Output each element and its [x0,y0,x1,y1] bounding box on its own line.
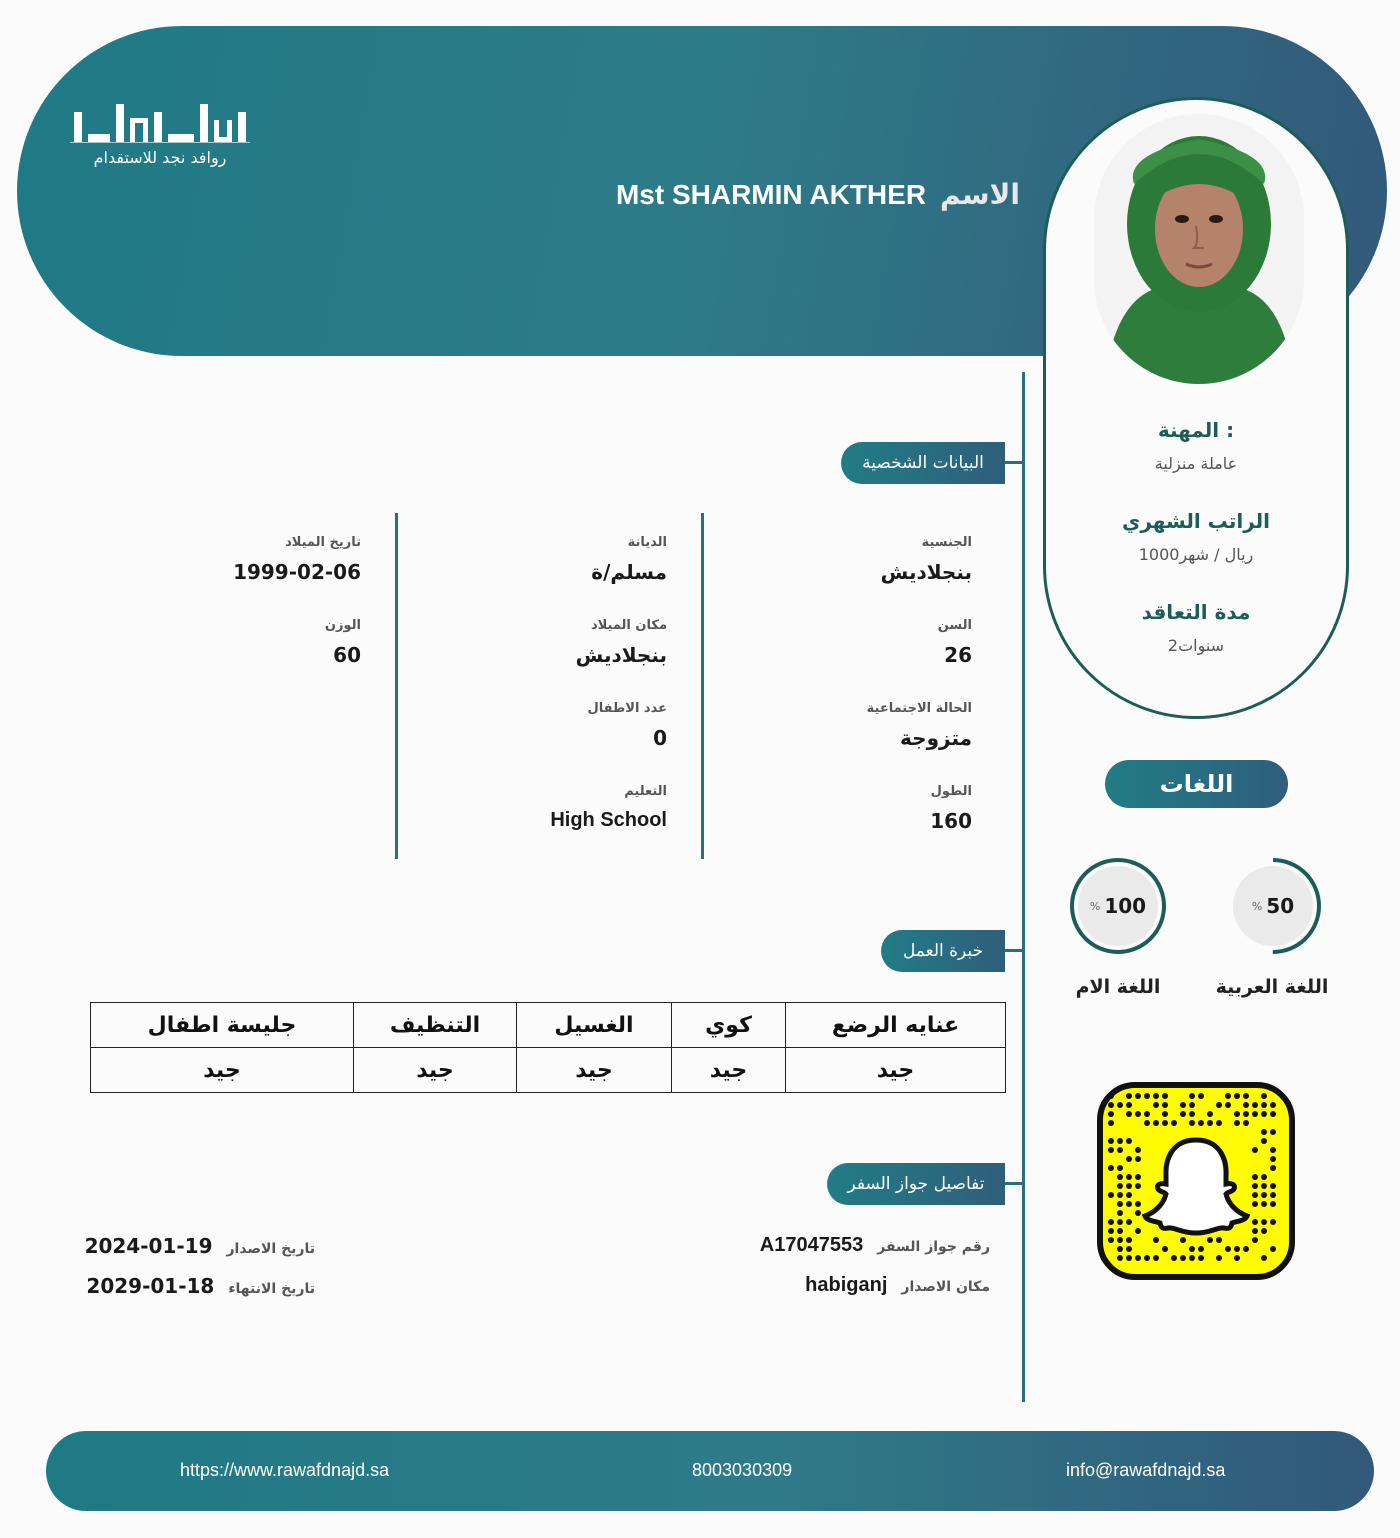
passport-issue-field [85,1234,315,1258]
person-photo-icon [1094,114,1304,384]
snapcode-dot [1252,1219,1258,1225]
snapcode-dot [1162,1120,1168,1126]
marital-value: متزوجة [900,726,972,750]
snapcode-dot [1252,1174,1258,1180]
passport-expiry-label: تاريخ الانتهاء [228,1281,315,1297]
arabic-gauge [1221,854,1325,958]
snapcode-dot [1234,1255,1240,1261]
skill-value: جيد [517,1048,672,1093]
snapcode-dot [1108,1093,1114,1099]
snapcode-dot [1108,1102,1114,1108]
snapcode-dot [1189,1120,1195,1126]
snapcode-dot [1153,1120,1159,1126]
snapcode-dot [1162,1246,1168,1252]
snapcode-dot [1126,1102,1132,1108]
snapcode-dot [1252,1201,1258,1207]
dob-label: تاريخ الميلاد [285,535,361,550]
snapcode-dot [1261,1111,1267,1117]
salary-label: الراتب الشهري [1122,509,1270,533]
snapcode-dot [1162,1111,1168,1117]
snapcode-dot [1117,1147,1123,1153]
snapcode-dot [1108,1219,1114,1225]
marital-label: الحالة الاجتماعية [866,701,972,716]
profession-block [1046,418,1346,473]
contract-label: مدة التعاقد [1141,600,1251,624]
age-label: السن [937,618,972,633]
snapcode-dot [1261,1174,1267,1180]
passport-number-value: A17047553 [759,1234,864,1256]
birthplace-field [576,618,667,667]
skill-header: كوي [672,1003,786,1048]
snapcode-dot [1126,1093,1132,1099]
snapcode-dot [1261,1138,1267,1144]
skills-table [90,1002,1006,1093]
pill-connector [1005,1182,1023,1185]
snapcode-dot [1261,1183,1267,1189]
height-value: 160 [930,809,972,833]
snapcode-dot [1162,1102,1168,1108]
contract-block [1046,600,1346,655]
snapcode-dot [1126,1174,1132,1180]
skill-header: عنايه الرضع [786,1003,1006,1048]
snapcode-dot [1117,1201,1123,1207]
age-field [938,618,972,667]
snapcode-dot [1207,1111,1213,1117]
dob-field [233,535,361,584]
snapcode-dot [1261,1192,1267,1198]
height-field [930,784,972,833]
percent-sign: % [1251,899,1263,913]
education-label: التعليم [624,784,667,799]
education-value: High School [550,809,667,831]
snapcode-dot [1270,1246,1276,1252]
snapcode-dot [1270,1165,1276,1171]
children-value: 0 [653,726,667,750]
snapcode-dot [1252,1102,1258,1108]
passport-number-label: رقم جواز السفر [877,1239,990,1255]
passport-expiry-field [86,1274,315,1298]
education-field [550,784,667,832]
footer-bar [46,1431,1374,1511]
snapcode-dot [1180,1237,1186,1243]
passport-place-value: habiganj [805,1274,888,1296]
snapcode-dot [1234,1093,1240,1099]
snapcode-dot [1126,1237,1132,1243]
snapcode-dot [1126,1192,1132,1198]
snapcode-dot [1243,1246,1249,1252]
passport-expiry-value: 2029-01-18 [86,1274,215,1298]
marital-field [867,701,972,750]
snapcode-dot [1135,1255,1141,1261]
arabic-gauge-value [1233,866,1313,946]
snapcode-dot [1189,1111,1195,1117]
skill-header: جليسة اطفال [91,1003,354,1048]
snapcode-dot [1135,1201,1141,1207]
footer-phone[interactable]: 8003030309 [692,1460,793,1480]
snapcode-dot [1126,1219,1132,1225]
snapcode-dot [1108,1147,1114,1153]
snapcode-dot [1216,1102,1222,1108]
percent-sign: % [1089,899,1101,913]
snapcode-dot [1252,1111,1258,1117]
logo-text: روافد نجد للاستقدام [93,148,227,167]
snapcode-dot [1126,1183,1132,1189]
snapcode-dot [1108,1228,1114,1234]
snapcode-dot [1207,1120,1213,1126]
weight-value: 60 [333,643,361,667]
passport-section-title: تفاصيل جواز السفر [827,1163,1005,1205]
pill-connector [1005,949,1023,952]
timeline-line [1022,372,1025,1402]
snapcode-dot [1252,1228,1258,1234]
snapcode-dot [1144,1255,1150,1261]
weight-field [325,618,361,667]
snapcode-dot [1117,1192,1123,1198]
snapcode-dot [1252,1192,1258,1198]
children-field [588,701,668,750]
age-value: 26 [944,643,972,667]
salary-block [1046,509,1346,564]
snapcode-dot [1153,1102,1159,1108]
snapcode-dot [1243,1120,1249,1126]
snapcode-dot [1126,1246,1132,1252]
religion-label: الديانة [627,535,667,550]
snapcode-dot [1117,1174,1123,1180]
snapcode-dot [1270,1111,1276,1117]
snapcode-dot [1252,1237,1258,1243]
snapcode-dot [1135,1228,1141,1234]
snapcode-dot [1117,1210,1123,1216]
nationality-field [881,535,972,584]
name-label: الاسم [940,178,1020,211]
snapcode-dot [1270,1201,1276,1207]
weight-label: الوزن [324,618,361,633]
snapcode-dot [1252,1183,1258,1189]
snapcode-dot [1243,1093,1249,1099]
snapcode-dot [1162,1093,1168,1099]
snapcode-dot [1108,1111,1114,1117]
experience-section-title: خبرة العمل [881,930,1005,972]
snapcode-dot [1135,1147,1141,1153]
religion-field [591,535,667,584]
snapcode-dot [1126,1255,1132,1261]
snapcode-dot [1234,1246,1240,1252]
snapcode-dot [1117,1183,1123,1189]
personal-section-title: البيانات الشخصية [841,442,1005,484]
skill-header: الغسيل [517,1003,672,1048]
skill-value: جيد [91,1048,354,1093]
snapcode-dot [1144,1111,1150,1117]
snapcode-dot [1117,1102,1123,1108]
snapcode-dot [1261,1228,1267,1234]
snapcode-dot [1126,1111,1132,1117]
snapcode-dot [1261,1255,1267,1261]
snapcode-dot [1153,1093,1159,1099]
skill-value: جيد [354,1048,517,1093]
snapcode-dot [1144,1120,1150,1126]
snapcode-dot [1108,1165,1114,1171]
snapcode[interactable] [1097,1082,1295,1280]
snapcode-dot [1126,1201,1132,1207]
snapcode-dot [1234,1111,1240,1117]
religion-value: مسلم/ة [591,560,667,584]
snapcode-dot [1108,1120,1114,1126]
birthplace-value: بنجلاديش [575,643,667,667]
profile-photo [1094,114,1304,384]
name-row [616,178,1020,211]
column-divider [395,513,398,859]
snapcode-dot [1126,1138,1132,1144]
snapcode-dot [1180,1255,1186,1261]
snapcode-dot [1189,1255,1195,1261]
snapcode-dot [1171,1120,1177,1126]
arabic-percent: 50 [1266,894,1295,918]
snapcode-dot [1135,1156,1141,1162]
snapcode-dot [1225,1246,1231,1252]
snapcode-dot [1135,1093,1141,1099]
snapcode-dot [1189,1093,1195,1099]
passport-place-label: مكان الاصدار [901,1279,990,1295]
snapcode-dot [1135,1210,1141,1216]
nationality-label: الجنسية [921,535,972,550]
pill-connector [1005,461,1023,464]
snapcode-dot [1270,1219,1276,1225]
profile-card [1043,97,1349,719]
snapcode-dot [1261,1201,1267,1207]
birthplace-label: مكان الميلاد [590,618,667,633]
snapcode-dot [1198,1246,1204,1252]
snapcode-dot [1117,1237,1123,1243]
native-percent: 100 [1104,894,1147,918]
snapcode-dot [1180,1102,1186,1108]
skill-value: جيد [786,1048,1006,1093]
name-value: Mst SHARMIN AKTHER [615,178,927,210]
dob-value: 1999-02-06 [233,560,361,584]
children-label: عدد الاطفال [587,701,667,716]
snapcode-dot [1117,1219,1123,1225]
skill-value: جيد [672,1048,786,1093]
snapcode-dot [1135,1183,1141,1189]
salary-value: 1000ريال / شهر [1138,545,1254,564]
snapcode-dot [1216,1255,1222,1261]
snapcode-dot [1270,1129,1276,1135]
snapcode-dot [1117,1228,1123,1234]
snapcode-dot [1270,1183,1276,1189]
snapcode-dot [1270,1192,1276,1198]
snapcode-dot [1216,1120,1222,1126]
passport-place-field [805,1274,990,1297]
snapcode-dot [1225,1093,1231,1099]
snapcode-dot [1108,1192,1114,1198]
snapcode-dot [1135,1111,1141,1117]
skills-header-row [91,1003,1006,1048]
snapcode-dot [1189,1102,1195,1108]
snapcode-dot [1198,1120,1204,1126]
snapcode-dot [1261,1102,1267,1108]
skill-header: التنظيف [354,1003,517,1048]
skills-value-row [91,1048,1006,1093]
snapcode-dot [1189,1246,1195,1252]
snapcode-dot [1234,1120,1240,1126]
snapcode-dot [1270,1102,1276,1108]
passport-issue-value: 2024-01-19 [84,1234,213,1258]
snapcode-dot [1207,1237,1213,1243]
column-divider [701,513,704,859]
snapcode-dot [1117,1255,1123,1261]
languages-title: اللغات [1105,760,1288,808]
profession-label: المهنة : [1157,418,1235,442]
snapcode-dot [1243,1111,1249,1117]
footer-website-link[interactable]: https://www.rawafdnajd.sa [180,1460,390,1480]
arabic-label: اللغة العربية [1215,976,1329,998]
passport-number-field [760,1234,990,1257]
snapcode-dot [1261,1129,1267,1135]
snapcode-dot [1243,1102,1249,1108]
snapcode-dot [1144,1093,1150,1099]
snapcode-dot [1180,1111,1186,1117]
profession-value: عاملة منزلية [1154,454,1238,473]
native-gauge [1066,854,1170,958]
snapcode-dot [1153,1237,1159,1243]
snapcode-dot [1108,1237,1114,1243]
native-gauge-value [1078,866,1158,946]
snapcode-dot [1117,1246,1123,1252]
height-label: الطول [930,784,972,799]
contract-value: 2سنوات [1167,636,1225,655]
snapcode-dot [1153,1255,1159,1261]
snapcode-dot [1270,1147,1276,1153]
snapcode-dot [1108,1138,1114,1144]
snapchat-ghost-icon [1103,1088,1289,1274]
snapcode-dot [1135,1174,1141,1180]
nationality-value: بنجلاديش [880,560,972,584]
snapcode-dot [1198,1093,1204,1099]
snapcode-dot [1117,1138,1123,1144]
snapcode-dot [1225,1102,1231,1108]
snapcode-dot [1117,1165,1123,1171]
snapcode-dot [1216,1237,1222,1243]
snapcode-dot [1261,1219,1267,1225]
snapcode-dot [1198,1255,1204,1261]
footer-email-link[interactable]: info@rawafdnajd.sa [1066,1460,1226,1480]
native-label: اللغة الام [1075,976,1161,998]
snapcode-dot [1270,1156,1276,1162]
logo-mark [70,96,250,142]
snapcode-dot [1171,1255,1177,1261]
snapcode-dot [1252,1147,1258,1153]
passport-issue-label: تاريخ الاصدار [226,1241,315,1257]
company-logo [70,96,250,176]
snapcode-dot [1261,1093,1267,1099]
snapcode-dot [1126,1156,1132,1162]
